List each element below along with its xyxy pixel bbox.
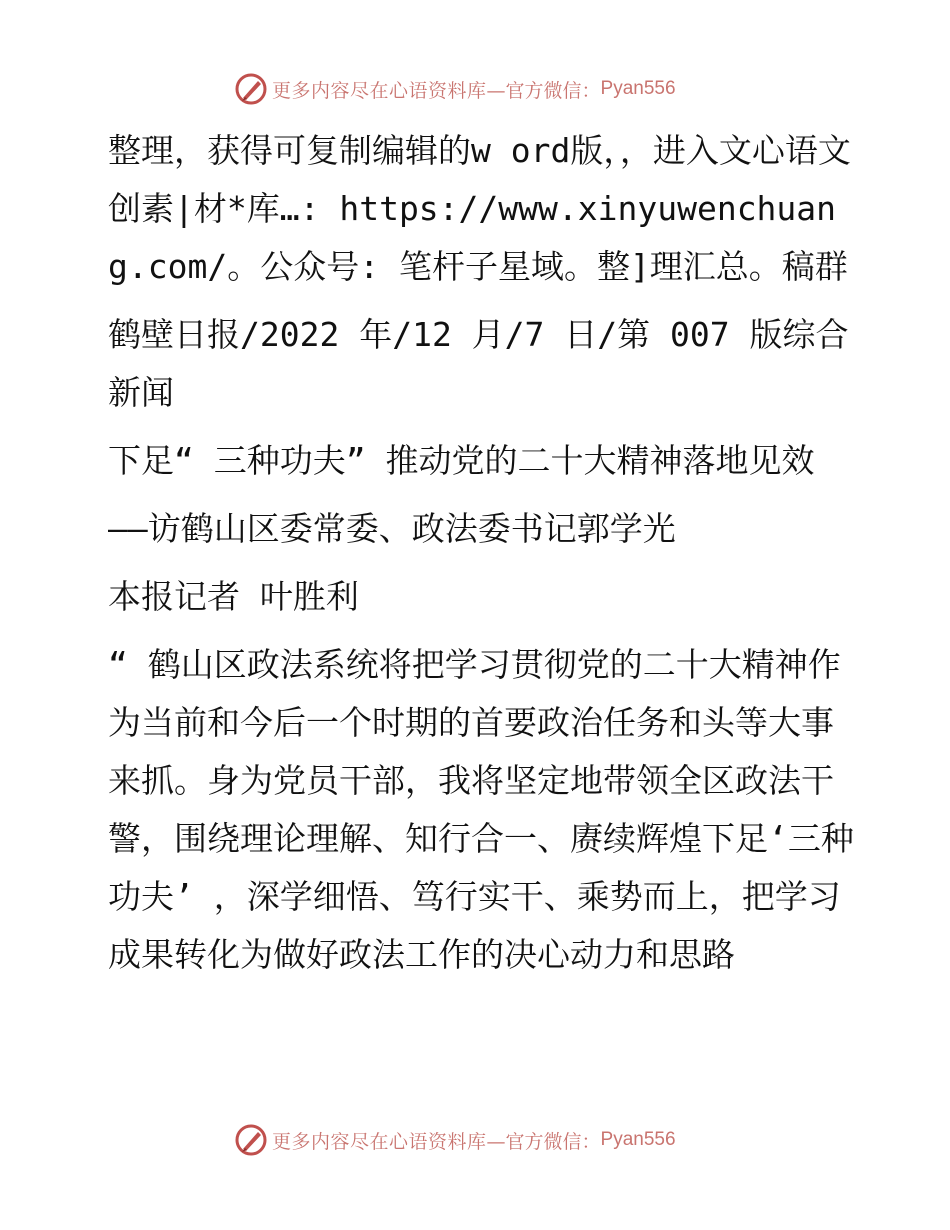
banner-sub-text: —官方微信：: [486, 1130, 601, 1153]
body-paragraph: “ 鹤山区政法系统将把学习贯彻党的二十大精神作为当前和今后一个时期的首要政治任务和头等大事来抓。身为党员干部，我将坚定地带领全区政法干警，围绕理论理解、知行合一、赓续辉煌下足‘三种功夫’ ，深学细悟、笃行实干、乘势而上，把学习成果转化为做好政法工作的决心动力和思路: [108, 645, 854, 974]
footer-watermark-banner: [234, 1123, 676, 1157]
banner-main-text: 更多内容尽在心语资料库: [272, 1130, 487, 1153]
source-line: 鹤壁日报/2022 年/12 月/7 日/第 007 版综合新闻: [108, 315, 849, 412]
banner-main-text: 更多内容尽在心语资料库: [272, 79, 487, 102]
quill-pen-logo-icon: [234, 72, 268, 106]
byline: 本报记者 叶胜利: [108, 577, 359, 616]
header-watermark-banner: [234, 72, 676, 106]
intro-paragraph: 整理，获得可复制编辑的w ord版，，进入文心语文创素|材*库…: https://www.xinyuwenchuang.com/。公众号: 笔杆子星域。整]理汇总。稿群: [108, 131, 851, 286]
document-body: [98, 122, 858, 984]
article-title: 下足“ 三种功夫” 推动党的二十大精神落地见效: [108, 441, 815, 480]
banner-wechat-id: Pyan556: [600, 78, 676, 99]
banner-sub-text: —官方微信：: [486, 79, 601, 102]
article-subtitle: ——访鹤山区委常委、政法委书记郭学光: [108, 509, 676, 548]
banner-wechat-id: Pyan556: [600, 1129, 676, 1150]
quill-pen-logo-icon: [234, 1123, 268, 1157]
